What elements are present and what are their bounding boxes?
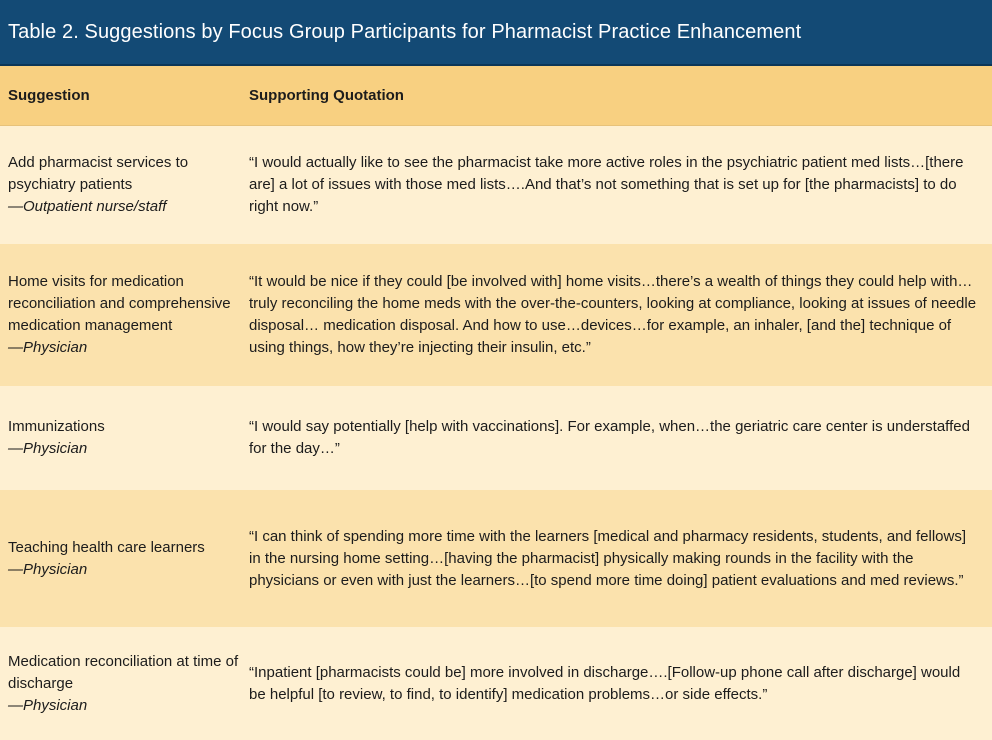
- suggestion-attribution: —Physician: [8, 696, 88, 714]
- quotation-cell: “I can think of spending more time with the learners [medical and pharmacy residents, students, and fellows] in the nursing home setting…[having the pharmacist] physically making rounds in the facility with the physicians or even with just the learners…[to spend more time doing] patient evaluations and med reviews.”: [249, 527, 967, 589]
- table-row: [0, 244, 992, 386]
- suggestion-attribution: —Outpatient nurse/staff: [8, 198, 167, 215]
- table-row: [0, 386, 992, 490]
- suggestion-cell: [0, 152, 249, 218]
- table-title: Table 2. Suggestions by Focus Group Participants for Pharmacist Practice Enhancement: [8, 20, 802, 43]
- table-row: [0, 126, 992, 244]
- suggestion-text: Teaching health care learners: [8, 538, 205, 556]
- quotation-cell: “I would actually like to see the pharmacist take more active roles in the psychiatric patient med lists…[there are] a lot of issues with those med lists….And that’s not something that is set up for [the pharmacists] to do right now.”: [249, 154, 964, 215]
- suggestion-text: Home visits for medication reconciliation and comprehensive medication management: [8, 273, 231, 334]
- table-row: [0, 490, 992, 627]
- suggestion-cell: [0, 537, 249, 581]
- suggestion-text: Medication reconciliation at time of discharge: [8, 652, 239, 692]
- header-supporting-quotation: Supporting Quotation: [249, 87, 404, 104]
- header-suggestion: Suggestion: [8, 87, 90, 104]
- table-row: [0, 627, 992, 740]
- suggestion-text: Immunizations: [8, 418, 105, 435]
- suggestion-text: Add pharmacist services to psychiatry patients: [8, 154, 189, 193]
- table-title-bar: [0, 0, 992, 66]
- suggestion-cell: [0, 416, 249, 460]
- quotation-cell: “I would say potentially [help with vaccinations]. For example, when…the geriatric care center is understaffed for the day…”: [249, 418, 970, 457]
- suggestion-attribution: —Physician: [8, 440, 88, 457]
- suggestion-cell: [0, 651, 249, 717]
- suggestion-cell: [0, 271, 249, 359]
- table-header-row: [0, 66, 992, 126]
- quotation-cell: “Inpatient [pharmacists could be] more involved in discharge….[Follow-up phone call after discharge] would be helpful [to review, to find, to identify] medication problems…or side effects.”: [249, 663, 961, 703]
- suggestion-attribution: —Physician: [8, 560, 88, 578]
- quotation-cell: “It would be nice if they could [be involved with] home visits…there’s a wealth of things they could help with…truly reconciling the home meds with the over-the-counters, looking at compliance, looking at issues of needle disposal… medication disposal. And how to use…devices…for example, an inhaler, [and the] technique of using things, how they’re injecting their insulin, etc.”: [249, 273, 977, 356]
- suggestion-attribution: —Physician: [8, 339, 88, 356]
